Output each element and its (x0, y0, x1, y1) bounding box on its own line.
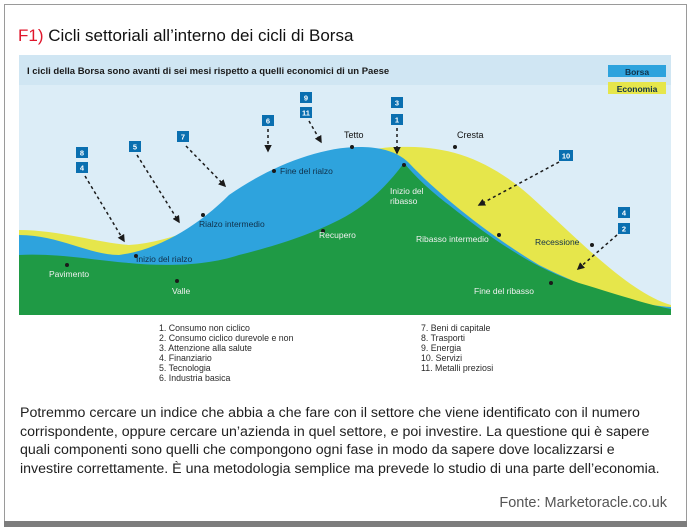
phase-pavimento: Pavimento (49, 269, 90, 279)
sector-9: 9. Energia (421, 343, 462, 353)
sector-11: 11. Metalli preziosi (421, 363, 494, 373)
phase-recupero: Recupero (319, 230, 356, 240)
sector-1: 1. Consumo non ciclico (159, 323, 250, 333)
phase-inizio-ribasso-2: ribasso (390, 196, 418, 206)
marker-m2: 5 (132, 142, 138, 152)
marker-m5-b: 11 (302, 108, 310, 118)
legend-economia: Economia (616, 84, 658, 94)
sector-2: 2. Consumo ciclico durevole e non (159, 333, 294, 343)
phase-rialzo-intermedio: Rialzo intermedio (199, 219, 265, 229)
sector-5: 5. Tecnologia (159, 363, 211, 373)
phase-ribasso-intermedio: Ribasso intermedio (416, 234, 489, 244)
marker-m3: 7 (180, 132, 186, 142)
marker-m7: 10 (561, 151, 571, 161)
sector-6: 6. Industria basica (159, 373, 231, 383)
source-credit: Fonte: Marketoracle.co.uk (499, 495, 667, 511)
phase-recessione: Recessione (535, 237, 580, 247)
sector-4: 4. Finanziario (159, 353, 212, 363)
phase-tetto: Tetto (344, 130, 364, 140)
marker-m1-b: 4 (79, 163, 85, 173)
phase-inizio-ribasso-1: Inizio del (390, 186, 424, 196)
marker-m6-a: 3 (394, 98, 400, 108)
sector-10: 10. Servizi (421, 353, 463, 363)
figure-title-text: Cicli settoriali all’interno dei cicli di Borsa (43, 26, 354, 45)
marker-m8-b: 2 (621, 224, 627, 234)
phase-cresta: Cresta (457, 130, 484, 140)
phase-inizio-rialzo: Inizio del rialzo (136, 254, 193, 264)
description-paragraph: Potremmo cercare un indice che abbia a che fare con il settore che viene identificato con il numero corrispondente, oppure cercare un’azienda in quel settore, e poi investire. La questione qui è sapere quali componenti sono quelli che compongono ogni fase in modo da sapere dove localizzarsi e investire correttamente. È una metodologia semplice ma prevede lo studio di una parte dell’economia. (20, 405, 660, 477)
phase-fine-rialzo: Fine del rialzo (280, 166, 333, 176)
sector-8: 8. Trasporti (421, 333, 466, 343)
marker-m8-a: 4 (621, 208, 627, 218)
phase-valle: Valle (172, 286, 191, 296)
phase-fine-ribasso: Fine del ribasso (474, 286, 535, 296)
figure-title (18, 26, 353, 46)
figure-number: F1) (18, 26, 44, 45)
sector-cycle-diagram (19, 55, 671, 395)
marker-m6-b: 1 (394, 115, 400, 125)
sector-7: 7. Beni di capitale (421, 323, 491, 333)
legend-borsa: Borsa (624, 67, 650, 77)
sector-3: 3. Attenzione alla salute (159, 343, 252, 353)
marker-m5-a: 9 (303, 93, 309, 103)
marker-m1-a: 8 (79, 148, 85, 158)
diagram-header: I cicli della Borsa sono avanti di sei mesi rispetto a quelli economici di un Paese (27, 66, 390, 77)
bottom-bar (4, 521, 687, 527)
marker-m4: 6 (265, 116, 271, 126)
